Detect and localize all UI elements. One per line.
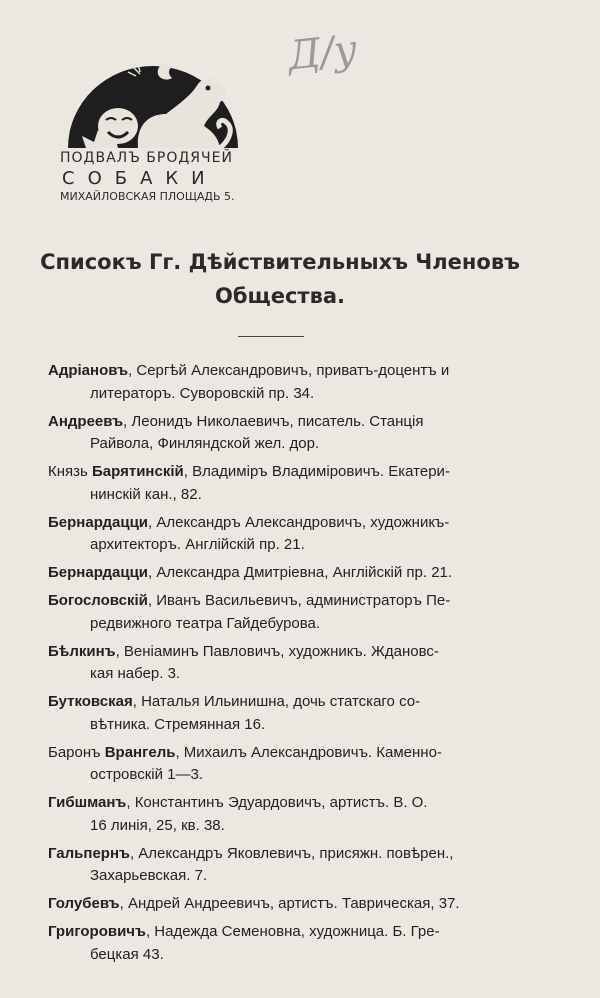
- member-list: [48, 360, 556, 972]
- entry-line: Гальпернъ, Александръ Яковлевичъ, присяжн. повѣрен.,: [48, 844, 454, 862]
- logo-text-line: ПОДВАЛЪ БРОДЯЧЕЙ: [60, 150, 233, 166]
- member-entry: [48, 843, 556, 888]
- entry-line: Адріановъ, Сергѣй Александровичъ, приватъ-доцентъ и: [48, 362, 450, 379]
- entry-line: Бѣлкинъ, Веніаминъ Павловичъ, художникъ. Ждановс-: [48, 642, 439, 660]
- entry-line: вѣтника. Стремянная 16.: [90, 715, 266, 733]
- member-name: Бернардацци: [48, 513, 149, 531]
- member-entry: [48, 921, 556, 966]
- member-name: Бернардацци: [48, 564, 149, 581]
- member-name: Врангель: [104, 743, 176, 761]
- member-entry: [48, 360, 556, 405]
- member-name: Адріановъ: [48, 362, 129, 379]
- entry-line: Бернардацци, Александра Дмитріевна, Англійскій пр. 21.: [48, 564, 453, 581]
- entry-line: бецкая 43.: [90, 945, 164, 963]
- logo-text-line: МИХАЙЛОВСКАЯ ПЛОЩАДЬ 5.: [60, 190, 235, 203]
- entry-line: редвижного театра Гайдебурова.: [90, 614, 321, 632]
- entry-line: 16 линія, 25, кв. 38.: [90, 816, 225, 834]
- entry-line: Григоровичъ, Надежда Семеновна, художница. Б. Гре-: [48, 923, 440, 940]
- member-name: Барятинскій: [92, 463, 184, 480]
- member-entry: [48, 590, 556, 635]
- title-divider: [238, 336, 304, 337]
- entry-line: Князь Барятинскій, Владиміръ Владиміровичъ. Екатери-: [48, 463, 450, 480]
- member-name: Богословскій: [48, 592, 148, 609]
- page-title: Общества.: [214, 284, 346, 308]
- member-entry: [48, 742, 556, 787]
- entry-line: Захарьевская. 7.: [90, 867, 208, 884]
- entry-line: Райвола, Финляндской жел. дор.: [90, 435, 320, 452]
- member-entry: [48, 792, 556, 837]
- member-entry: [48, 512, 556, 557]
- member-name: Андреевъ: [48, 412, 124, 430]
- handwritten-note: Д/у: [285, 26, 360, 80]
- page-title: Списокъ Гг. Дѣйствительныхъ Членовъ: [40, 250, 520, 274]
- entry-line: Баронъ Врангель, Михаилъ Александровичъ. Каменно-: [48, 743, 442, 761]
- member-name: Бѣлкинъ: [48, 642, 116, 660]
- member-entry: [48, 893, 556, 916]
- member-entry: [48, 562, 556, 585]
- member-entry: [48, 461, 556, 506]
- entry-line: Богословскій, Иванъ Васильевичъ, администраторъ Пе-: [48, 592, 451, 609]
- entry-line: Гибшманъ, Константинъ Эдуардовичъ, артистъ. В. О.: [48, 794, 428, 811]
- entry-line: островскій 1—3.: [90, 766, 203, 783]
- entry-line: архитекторъ. Англійскій пр. 21.: [90, 536, 305, 553]
- entry-line: Бернардацци, Александръ Александровичъ, художникъ-: [48, 513, 450, 531]
- member-name: Голубевъ: [48, 895, 120, 912]
- entry-line: Голубевъ, Андрей Андреевичъ, артистъ. Таврическая, 37.: [48, 895, 460, 912]
- logo-text-line: СОБАКИ: [62, 168, 218, 189]
- member-entry: [48, 641, 556, 686]
- member-name: Гальпернъ: [48, 844, 130, 862]
- member-name: Гибшманъ: [48, 794, 127, 811]
- entry-line: Бутковская, Наталья Ильинишна, дочь статскаго со-: [48, 693, 421, 710]
- member-entry: [48, 411, 556, 456]
- member-entry: [48, 691, 556, 736]
- entry-line: литераторъ. Суворовскій пр. 34.: [90, 384, 315, 402]
- entry-line: Андреевъ, Леонидъ Николаевичъ, писатель. Станція: [48, 412, 424, 430]
- member-name: Григоровичъ: [48, 923, 146, 940]
- entry-line: кая набер. 3.: [90, 665, 181, 682]
- member-name: Бутковская: [48, 693, 133, 710]
- entry-line: нинскій кан., 82.: [90, 485, 202, 503]
